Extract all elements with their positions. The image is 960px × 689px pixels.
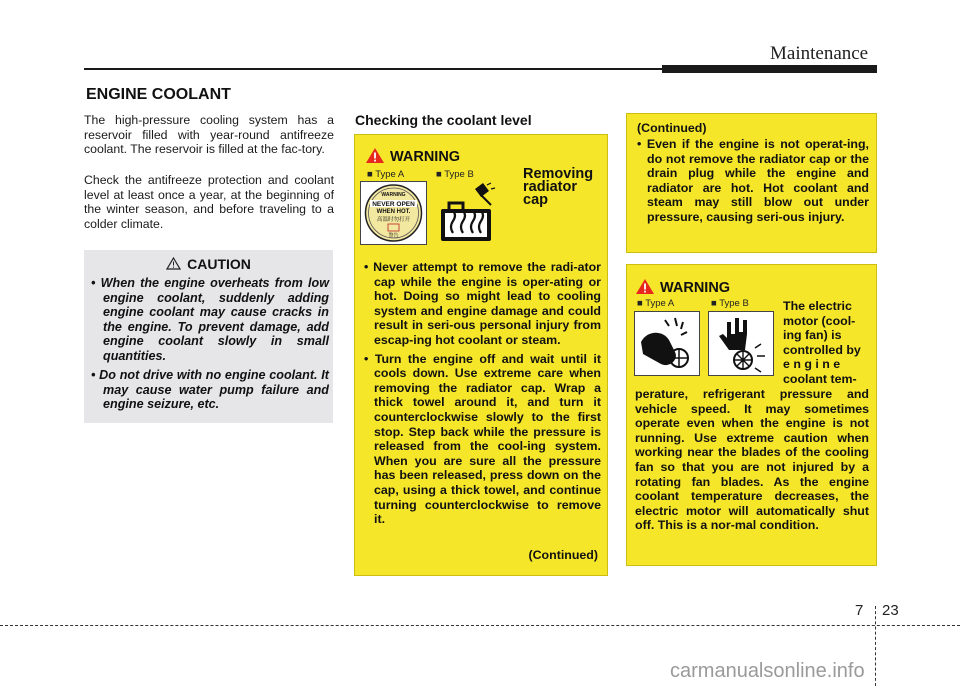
continued-list: [637, 137, 869, 229]
radiator-warning-list: [364, 260, 601, 531]
caution-item: • When the engine overheats from low engine coolant, suddenly adding engine coolant may cause cracks in the engine. To prevent damage, add engine coolant slowly in small quantities.: [91, 276, 329, 363]
warning-title: WARNING: [365, 147, 460, 165]
continued-warning-box: [626, 113, 877, 253]
stop-hand-fan-icon: [708, 311, 774, 376]
fan-warning-body: perature, refrigerant pressure and vehicle speed. It may sometimes operate even when the engine is not running. Use extreme caution when working near the blades of the cooling fan so that you are not injured by a rotating fan blades. As the engine coolant temperature decreases, the electric motor will automatically shut off. This is a nor-mal condition.: [635, 387, 869, 533]
warning-triangle-icon: [365, 147, 385, 164]
fan-side-text: The electric motor (cool- ing fan) is controlled by e n g i n e coolant tem-: [783, 299, 861, 386]
warning-item: • Never attempt to remove the radi-ator cap while the engine is oper-ating or hot. Doing so might lead to cooling system and engine damage and could result in seri-ous personal injury from escap-ing hot coolant or steam.: [364, 260, 601, 347]
radiator-cap-label-icon: [360, 181, 427, 245]
warning-item: • Turn the engine off and wait until it cools down. Use extreme care when removing the radiator cap. Wrap a thick towel around it, and turn it counterclockwise slowly to the first stop. Step back while the pressure is released from the cool-ing system. When you are sure all the pressure has been released, press down on the cap, using a thick towel, and continue turning counterclockwise to remove it.: [364, 351, 601, 527]
footer-dashed-divider: [875, 606, 876, 686]
header-rule: [84, 68, 662, 70]
header-section-title: Maintenance: [770, 43, 869, 64]
type-a-label: ■ Type A: [637, 298, 675, 309]
watermark: carmanualsonline.info: [670, 660, 865, 682]
chapter-number: 7: [855, 602, 864, 619]
footer-dashed-rule: [0, 625, 960, 626]
header-bar: [662, 65, 877, 73]
caution-box: [84, 250, 333, 423]
page-number: 23: [882, 602, 899, 619]
caution-triangle-icon: [166, 257, 181, 273]
section-title: ENGINE COOLANT: [86, 86, 231, 103]
intro-paragraph-2: Check the antifreeze protection and coolant level at least once a year, at the beginning of the winter season, and before traveling to a colder climate.: [84, 173, 334, 231]
svg-text:高溫时勿打开: 高溫时勿打开: [376, 217, 411, 223]
type-b-label: ■ Type B: [436, 169, 474, 180]
svg-text:NEVER OPEN: NEVER OPEN: [372, 201, 415, 208]
caution-title: CAUTION: [84, 256, 333, 273]
type-a-label: ■ Type A: [367, 169, 405, 180]
continued-heading: (Continued): [637, 121, 707, 135]
svg-text:WARNING: WARNING: [381, 192, 406, 198]
svg-text:WHEN HOT.: WHEN HOT.: [376, 209, 411, 215]
intro-paragraph-1: The high-pressure cooling system has a reservoir filled with year-round antifreeze coolant. The reservoir is filled at the fac-tory.: [84, 113, 334, 157]
removing-radiator-cap-caption: Removing radiator cap: [523, 166, 594, 208]
svg-text:警告: 警告: [388, 233, 399, 239]
radiator-warning-box: [354, 134, 608, 576]
hand-fan-icon: [634, 311, 700, 376]
fan-warning-box: [626, 264, 877, 566]
fan-warning-title: WARNING: [635, 278, 730, 296]
continued-marker: (Continued): [528, 548, 598, 562]
caution-item: • Do not drive with no engine coolant. It may cause water pump failure and engine seizure, etc.: [91, 368, 329, 411]
warning-triangle-icon: [635, 278, 655, 295]
caution-list: [91, 276, 329, 417]
continued-item: • Even if the engine is not operat-ing, do not remove the radiator cap or the drain plug while the engine and radiator are hot. Hot coolant and steam may still blow out under pressure, causing seri-ous injury.: [637, 137, 869, 224]
type-b-label: ■ Type B: [711, 298, 749, 309]
hot-steam-icon: [435, 181, 502, 245]
checking-title: Checking the coolant level: [355, 112, 532, 128]
